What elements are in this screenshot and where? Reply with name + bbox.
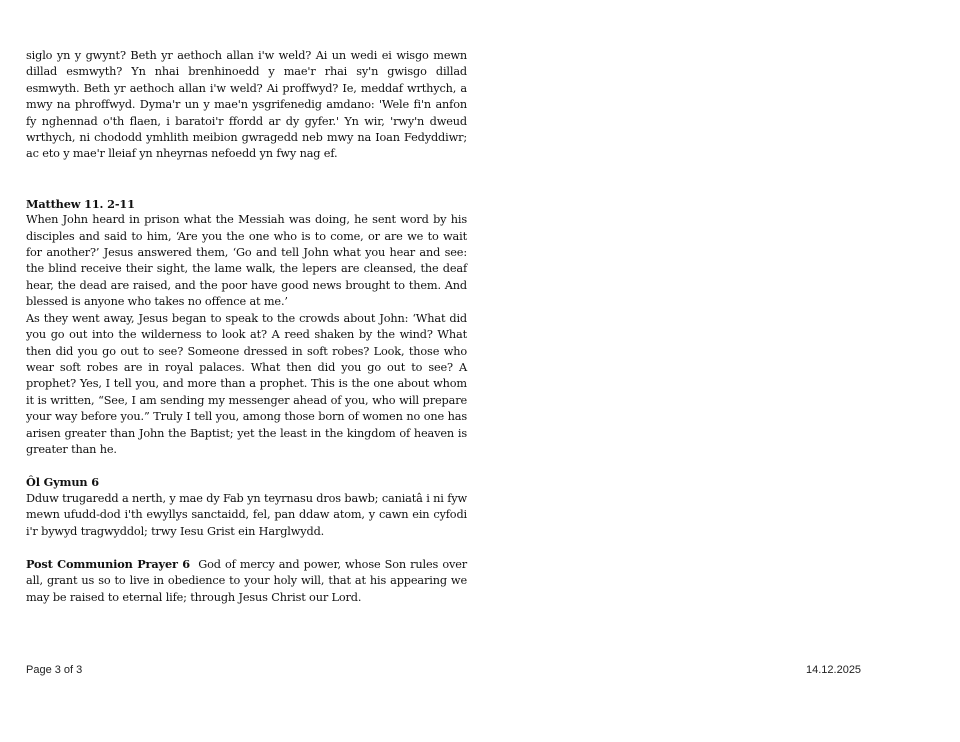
post-communion-block	[26, 556, 467, 606]
spacer	[26, 458, 467, 474]
post-communion-heading: Post Communion Prayer 6	[26, 556, 190, 571]
welsh-post-communion-heading: Ôl Gymun 6	[26, 475, 99, 490]
page-number: Page 3 of 3	[26, 664, 83, 676]
welsh-post-communion-text: Dduw trugaredd a nerth, y mae dy Fab yn teyrnasu dros bawb; caniatâ i ni fyw mewn ufudd-dod i'th ewyllys sanctaidd, fel, pan ddaw atom, y cawn ein cyfodi i'r bywyd tragwyddol; trwy Iesu Grist ein Harglwydd.	[26, 491, 467, 538]
gospel-paragraph-1: When John heard in prison what the Messiah was doing, he sent word by his disciples and said to him, ‘Are you the one who is to come, or are we to wait for another?’ Jesus answered them, ‘Go and tell John what you hear and see: the blind receive their sight, the lame walk, the lepers are cleansed, the deaf hear, the dead are raised, and the poor have good news brought to them. And blessed is anyone who takes no offence at me.’	[26, 213, 467, 309]
document-body	[26, 48, 467, 606]
gospel-heading: Matthew 11. 2-11	[26, 196, 135, 211]
spacer	[26, 540, 467, 556]
gospel-paragraph-2: As they went away, Jesus began to speak to the crowds about John: ‘What did you go out into the wilderness to look at? A reed shaken by the wind? What then did you go out to see? Someone dressed in soft robes? Look, those who wear soft robes are in royal palaces. What then did you go out to see? A prophet? Yes, I tell you, and more than a prophet. This is the one about whom it is written, “See, I am sending my messenger ahead of you, who will prepare your way before you.” Truly I tell you, among those born of women no one has arisen greater than John the Baptist; yet the least in the kingdom of heaven is greater than he.	[26, 311, 467, 456]
spacer	[26, 163, 467, 196]
welsh-gospel-continued: siglo yn y gwynt? Beth yr aethoch allan i'w weld? Ai un wedi ei wisgo mewn dillad esmwyth? Yn nhai brenhinoedd y mae'r rhai sy'n gwisgo dillad esmwyth. Beth yr aethoch allan i'w weld? Ai proffwyd? Ie, meddaf wrthych, a mwy na phroffwyd. Dyma'r un y mae'n ysgrifenedig amdano: 'Wele fi'n anfon fy nghennad o'th flaen, i baratoi'r ffordd ar dy gyfer.' Yn wir, 'rwy'n dweud wrthych, ni chododd ymhlith meibion gwragedd neb mwy na Ioan Fedyddiwr; ac eto y mae'r lleiaf yn nheyrnas nefoedd yn fwy nag ef.	[26, 49, 467, 161]
post-communion-text: God of mercy and power, whose Son rules over all, grant us so to live in obedience to your holy will, that at his appearing we may be raised to eternal life; through Jesus Christ our Lord.	[26, 557, 467, 604]
footer-date: 14.12.2025	[806, 664, 862, 676]
